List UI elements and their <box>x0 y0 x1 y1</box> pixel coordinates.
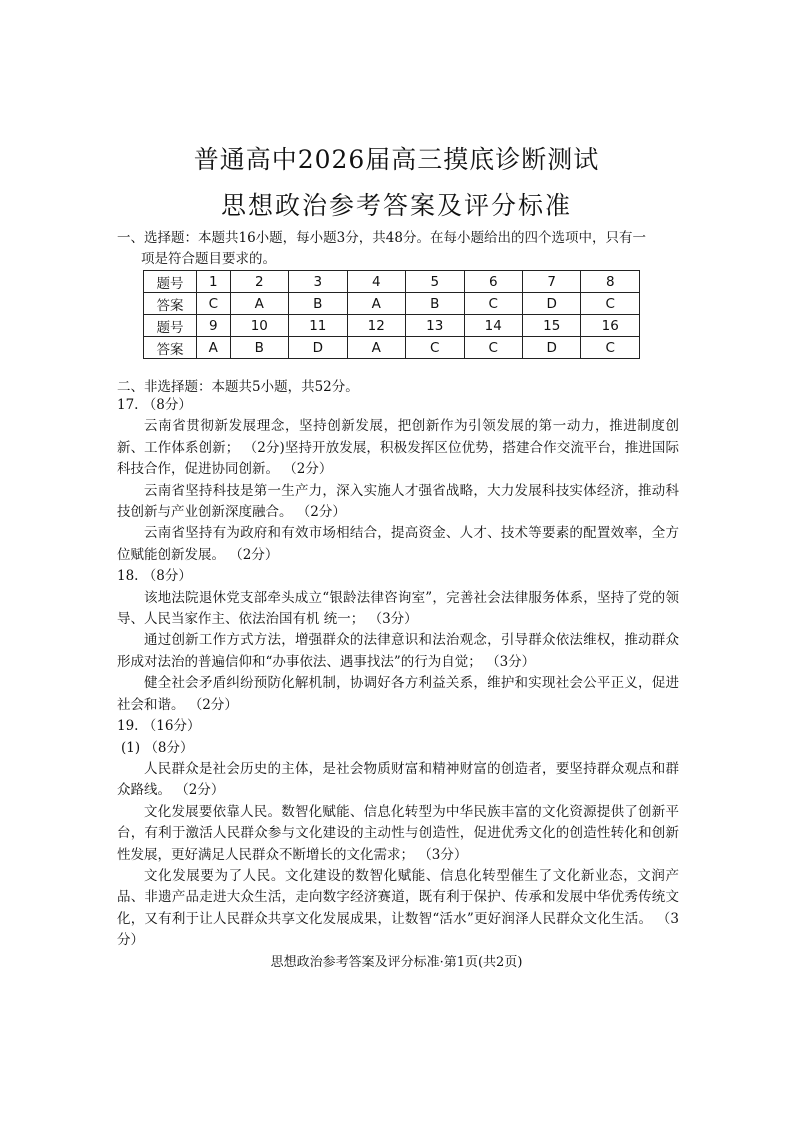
row-label: 题号 <box>144 271 197 293</box>
table-cell: A <box>230 293 288 315</box>
table-cell: 2 <box>230 271 288 293</box>
table-cell: 14 <box>464 315 522 337</box>
table-cell: C <box>464 293 522 315</box>
table-cell: 4 <box>347 271 405 293</box>
table-cell: 15 <box>522 315 580 337</box>
table-row <box>144 315 640 337</box>
table-row <box>144 337 640 359</box>
table-cell: C <box>581 337 640 359</box>
page-footer: 思想政治参考答案及评分标准·第1页(共2页) <box>270 955 523 970</box>
question-17-paragraph-1: 云南省贯彻新发展理念，坚持创新发展，把创新作为引领发展的第一动力，推进制度创新、工作体系创新； （2分)坚持开放发展，积极发挥区位优势，搭建合作交流平台，推进国际科技合作，促进协同创新。 （2分） <box>117 418 679 478</box>
question-17-paragraph-2: 云南省坚持科技是第一生产力，深入实施人才强省战略，大力发展科技实体经济，推动科技创新与产业创新深度融合。 （2分） <box>117 482 679 521</box>
table-cell: A <box>197 337 231 359</box>
answer-body <box>117 395 679 952</box>
section-2-intro: 二、非选择题：本题共5小题，共52分。 <box>117 379 359 395</box>
table-cell: 3 <box>289 271 347 293</box>
row-label: 答案 <box>144 293 197 315</box>
table-cell: C <box>581 293 640 315</box>
table-cell: B <box>289 293 347 315</box>
question-18-paragraph-2: 通过创新工作方式方法，增强群众的法律意识和法治观念，引导群众依法维权，推动群众形成对法治的普遍信仰和“办事依法、遇事找法”的行为自觉； （3分） <box>117 632 679 670</box>
question-17-paragraph-3: 云南省坚持有为政府和有效市场相结合，提高资金、人才、技术等要素的配置效率，全方位赋能创新发展。 （2分） <box>117 525 679 563</box>
table-cell: D <box>522 337 580 359</box>
row-label: 题号 <box>144 315 197 337</box>
table-row <box>144 293 640 315</box>
table-cell: 8 <box>581 271 640 293</box>
section-1-line-2: 项是符合题目要求的。 <box>141 251 276 267</box>
table-cell: C <box>406 337 464 359</box>
table-cell: C <box>464 337 522 359</box>
question-18-header: 18. （8分） <box>117 568 192 585</box>
table-cell: C <box>197 293 231 315</box>
table-cell: 5 <box>406 271 464 293</box>
table-cell: 11 <box>289 315 347 337</box>
page-title: 普通高中2026届高三摸底诊断测试 <box>193 145 600 174</box>
table-cell: 10 <box>230 315 288 337</box>
table-cell: 6 <box>464 271 522 293</box>
table-cell: 12 <box>347 315 405 337</box>
table-cell: 9 <box>197 315 231 337</box>
table-cell: B <box>230 337 288 359</box>
table-cell: 7 <box>522 271 580 293</box>
table-cell: 16 <box>581 315 640 337</box>
table-row <box>144 271 640 293</box>
row-label: 答案 <box>144 337 197 359</box>
table-cell: A <box>347 337 405 359</box>
question-17-header: 17. （8分） <box>117 397 192 413</box>
question-18-paragraph-3: 健全社会矛盾纠纷预防化解机制，协调好各方利益关系，维护和实现社会公平正义，促进社会和谐。 （2分） <box>117 675 679 713</box>
question-19-sub-1: (1) （8分） <box>121 739 194 756</box>
table-cell: D <box>289 337 347 359</box>
table-cell: 13 <box>406 315 464 337</box>
table-cell: B <box>406 293 464 315</box>
section-1-intro <box>117 228 677 270</box>
question-19-header: 19. （16分） <box>117 718 201 735</box>
question-18-paragraph-1: 该地法院退休党支部牵头成立“银龄法律咨询室”，完善社会法律服务体系，坚持了党的领导、人民当家作主、依法治国有机 统一； （3分） <box>117 589 679 628</box>
question-19-paragraph-2: 文化发展要依靠人民。数智化赋能、信息化转型为中华民族丰富的文化资源提供了创新平台，有利于激活人民群众参与文化建设的主动性与创造性，促进优秀文化的创造性转化和创新性发展，更好满足人民群众不断增长的文化需求； （3分） <box>117 803 679 863</box>
section-1-line-1: 一、选择题：本题共16小题，每小题3分，共48分。在每小题给出的四个选项中，只有一 <box>117 230 646 246</box>
table-cell: D <box>522 293 580 315</box>
page-subtitle: 思想政治参考答案及评分标准 <box>220 191 572 220</box>
question-19-paragraph-1: 人民群众是社会历史的主体，是社会物质财富和精神财富的创造者，要坚持群众观点和群众路线。 （2分） <box>117 760 679 799</box>
answer-table <box>143 270 640 359</box>
question-19-paragraph-3: 文化发展要为了人民。文化建设的数智化赋能、信息化转型催生了文化新业态，文润产品、非遗产品走进大众生活，走向数字经济赛道，既有利于保护、传承和发展中华优秀传统文化，又有利于让人民群众共享文化发展成果，让数智“活水”更好润泽人民群众文化生活。 （3分） <box>117 867 679 949</box>
table-cell: A <box>347 293 405 315</box>
table-cell: 1 <box>197 271 231 293</box>
